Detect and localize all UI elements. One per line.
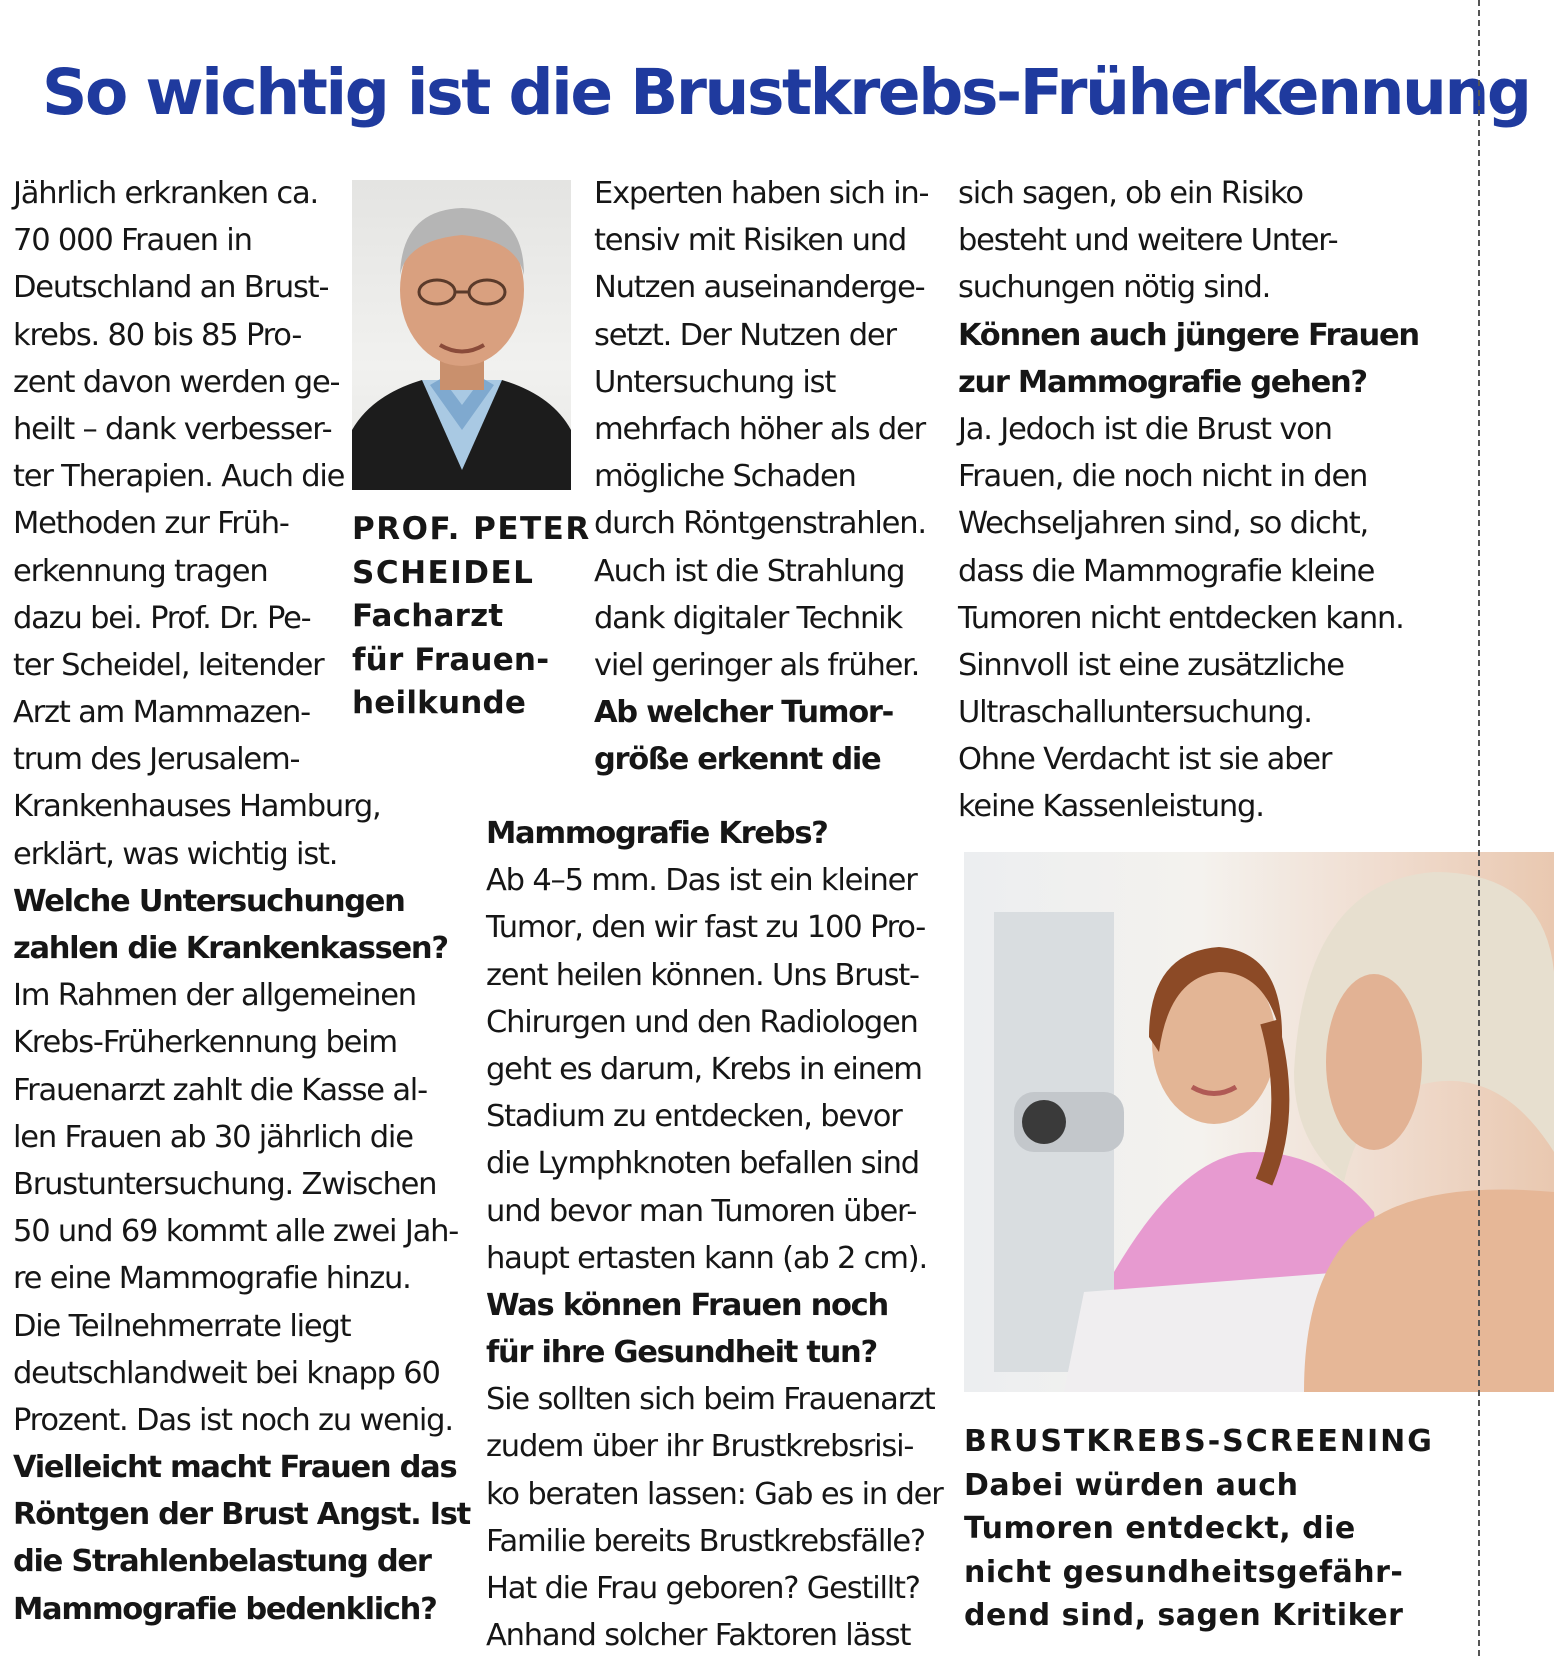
- text-line: Frauen, die noch nicht in den: [958, 459, 1368, 495]
- question-line: Was können Frauen noch: [486, 1287, 888, 1323]
- text-line: krebs. 80 bis 85 Pro-: [13, 317, 302, 353]
- question-line: Vielleicht macht Frauen das: [13, 1450, 457, 1486]
- text-line: ko beraten lassen: Gab es in der: [486, 1476, 943, 1512]
- text-line: len Frauen ab 30 jährlich die: [13, 1119, 413, 1155]
- text-line: dass die Mammografie kleine: [958, 553, 1375, 589]
- text-line: setzt. Der Nutzen der: [594, 317, 896, 353]
- text-line: Experten haben sich in-: [594, 176, 929, 211]
- photo-caption: [964, 1420, 1434, 1638]
- question-line: für ihre Gesundheit tun?: [486, 1335, 877, 1371]
- photo-caption-title: BRUSTKREBS-SCREENING: [964, 1424, 1434, 1459]
- text-line: ter Therapien. Auch die: [13, 459, 345, 495]
- cut-line: [1478, 0, 1480, 1656]
- screening-photo: [964, 852, 1554, 1392]
- text-line: Ab 4–5 mm. Das ist ein kleiner: [486, 863, 917, 899]
- text-line: Prozent. Das ist noch zu wenig.: [13, 1402, 453, 1438]
- caption-role-line: heilkunde: [352, 685, 527, 721]
- text-line: 70 000 Frauen in: [13, 223, 252, 259]
- text-line: Auch ist die Strahlung: [594, 553, 905, 589]
- photo-caption-line: Dabei würden auch: [964, 1467, 1299, 1503]
- headline: So wichtig ist die Brustkrebs-Früherkennung: [42, 56, 1530, 129]
- text-line: Familie bereits Brustkrebsfälle?: [486, 1523, 925, 1559]
- text-line: deutschlandweit bei knapp 60: [13, 1355, 440, 1391]
- text-line: Wechseljahren sind, so dicht,: [958, 506, 1368, 542]
- portrait-caption: [352, 508, 591, 726]
- question-line: Können auch jüngere Frauen: [958, 317, 1419, 353]
- photo-caption-line: dend sind, sagen Kritiker: [964, 1598, 1404, 1633]
- question-line: Ab welcher Tumor-: [594, 695, 894, 731]
- text-line: Jährlich erkranken ca.: [13, 176, 318, 211]
- text-line: Methoden zur Früh-: [13, 506, 289, 542]
- text-line: Ja. Jedoch ist die Brust von: [958, 411, 1332, 447]
- text-line: zent davon werden ge-: [13, 364, 340, 400]
- portrait-photo: [352, 180, 571, 490]
- question-line: Mammografie Krebs?: [486, 816, 828, 851]
- text-line: Deutschland an Brust-: [13, 270, 329, 306]
- text-line: durch Röntgenstrahlen.: [594, 506, 926, 542]
- text-line: Krankenhauses Hamburg,: [13, 789, 381, 825]
- text-line: Ultraschalluntersuchung.: [958, 695, 1312, 731]
- caption-role-line: für Frauen-: [352, 641, 550, 678]
- text-line: Anhand solcher Faktoren lässt: [486, 1618, 911, 1654]
- text-line: Sinnvoll ist eine zusätzliche: [958, 647, 1344, 683]
- text-line: haupt ertasten kann (ab 2 cm).: [486, 1240, 927, 1276]
- question-line: zahlen die Krankenkassen?: [13, 931, 448, 966]
- text-line: Chirurgen und den Radiologen: [486, 1004, 918, 1040]
- text-line: keine Kassenleistung.: [958, 789, 1264, 825]
- text-line: Die Teilnehmerrate liegt: [13, 1308, 351, 1344]
- text-line: sich sagen, ob ein Risiko: [958, 176, 1303, 211]
- text-line: zudem über ihr Brustkrebsrisi-: [486, 1429, 914, 1465]
- caption-name-line: PROF. PETER: [352, 511, 591, 547]
- question-line: die Strahlenbelastung der: [13, 1544, 431, 1580]
- text-line: Frauenarzt zahlt die Kasse al-: [13, 1072, 427, 1108]
- caption-name-line: SCHEIDEL: [352, 554, 535, 591]
- text-line: zent heilen können. Uns Brust-: [486, 957, 919, 993]
- text-line: Tumor, den wir fast zu 100 Pro-: [486, 910, 926, 946]
- text-line: Im Rahmen der allgemeinen: [13, 978, 416, 1014]
- text-line: geht es darum, Krebs in einem: [486, 1051, 922, 1087]
- photo-caption-line: nicht gesundheitsgefähr-: [964, 1554, 1404, 1590]
- text-line: Tumoren nicht entdecken kann.: [958, 600, 1404, 636]
- text-line: dank digitaler Technik: [594, 600, 902, 636]
- text-line: Nutzen auseinanderge-: [594, 270, 925, 306]
- text-line: re eine Mammografie hinzu.: [13, 1261, 411, 1297]
- question-line: größe erkennt die: [594, 742, 881, 778]
- text-line: viel geringer als früher.: [594, 647, 920, 683]
- caption-role-line: Facharzt: [352, 598, 504, 634]
- text-line: dazu bei. Prof. Dr. Pe-: [13, 600, 311, 636]
- text-line: Hat die Frau geboren? Gestillt?: [486, 1571, 920, 1606]
- text-line: Untersuchung ist: [594, 364, 836, 400]
- text-line: ter Scheidel, leitender: [13, 647, 324, 683]
- text-line: tensiv mit Risiken und: [594, 223, 907, 259]
- text-line: Brustuntersuchung. Zwischen: [13, 1166, 437, 1202]
- text-line: erklärt, was wichtig ist.: [13, 836, 338, 872]
- text-line: und bevor man Tumoren über-: [486, 1193, 917, 1229]
- text-line: Sie sollten sich beim Frauenarzt: [486, 1382, 935, 1418]
- article-column-2-continued: [486, 810, 943, 1659]
- article-column-3: [958, 170, 1419, 831]
- question-line: zur Mammografie gehen?: [958, 364, 1367, 400]
- text-line: Krebs-Früherkennung beim: [13, 1025, 397, 1061]
- text-line: Ohne Verdacht ist sie aber: [958, 742, 1332, 778]
- text-line: mehrfach höher als der: [594, 411, 925, 447]
- text-line: Stadium zu entdecken, bevor: [486, 1099, 902, 1135]
- text-line: heilt – dank verbesser-: [13, 411, 332, 447]
- text-line: Arzt am Mammazen-: [13, 695, 310, 731]
- text-line: trum des Jerusalem-: [13, 742, 300, 778]
- text-line: die Lymphknoten befallen sind: [486, 1146, 919, 1182]
- text-line: mögliche Schaden: [594, 459, 856, 495]
- text-line: besteht und weitere Unter-: [958, 223, 1338, 259]
- question-line: Röntgen der Brust Angst. Ist: [13, 1497, 470, 1533]
- text-line: 50 und 69 kommt alle zwei Jah-: [13, 1214, 459, 1250]
- text-line: erkennung tragen: [13, 553, 268, 589]
- text-line: suchungen nötig sind.: [958, 270, 1271, 306]
- article-column-2: [594, 170, 928, 783]
- question-line: Welche Untersuchungen: [13, 883, 405, 919]
- question-line: Mammografie bedenklich?: [13, 1591, 437, 1627]
- photo-caption-line: Tumoren entdeckt, die: [964, 1511, 1356, 1546]
